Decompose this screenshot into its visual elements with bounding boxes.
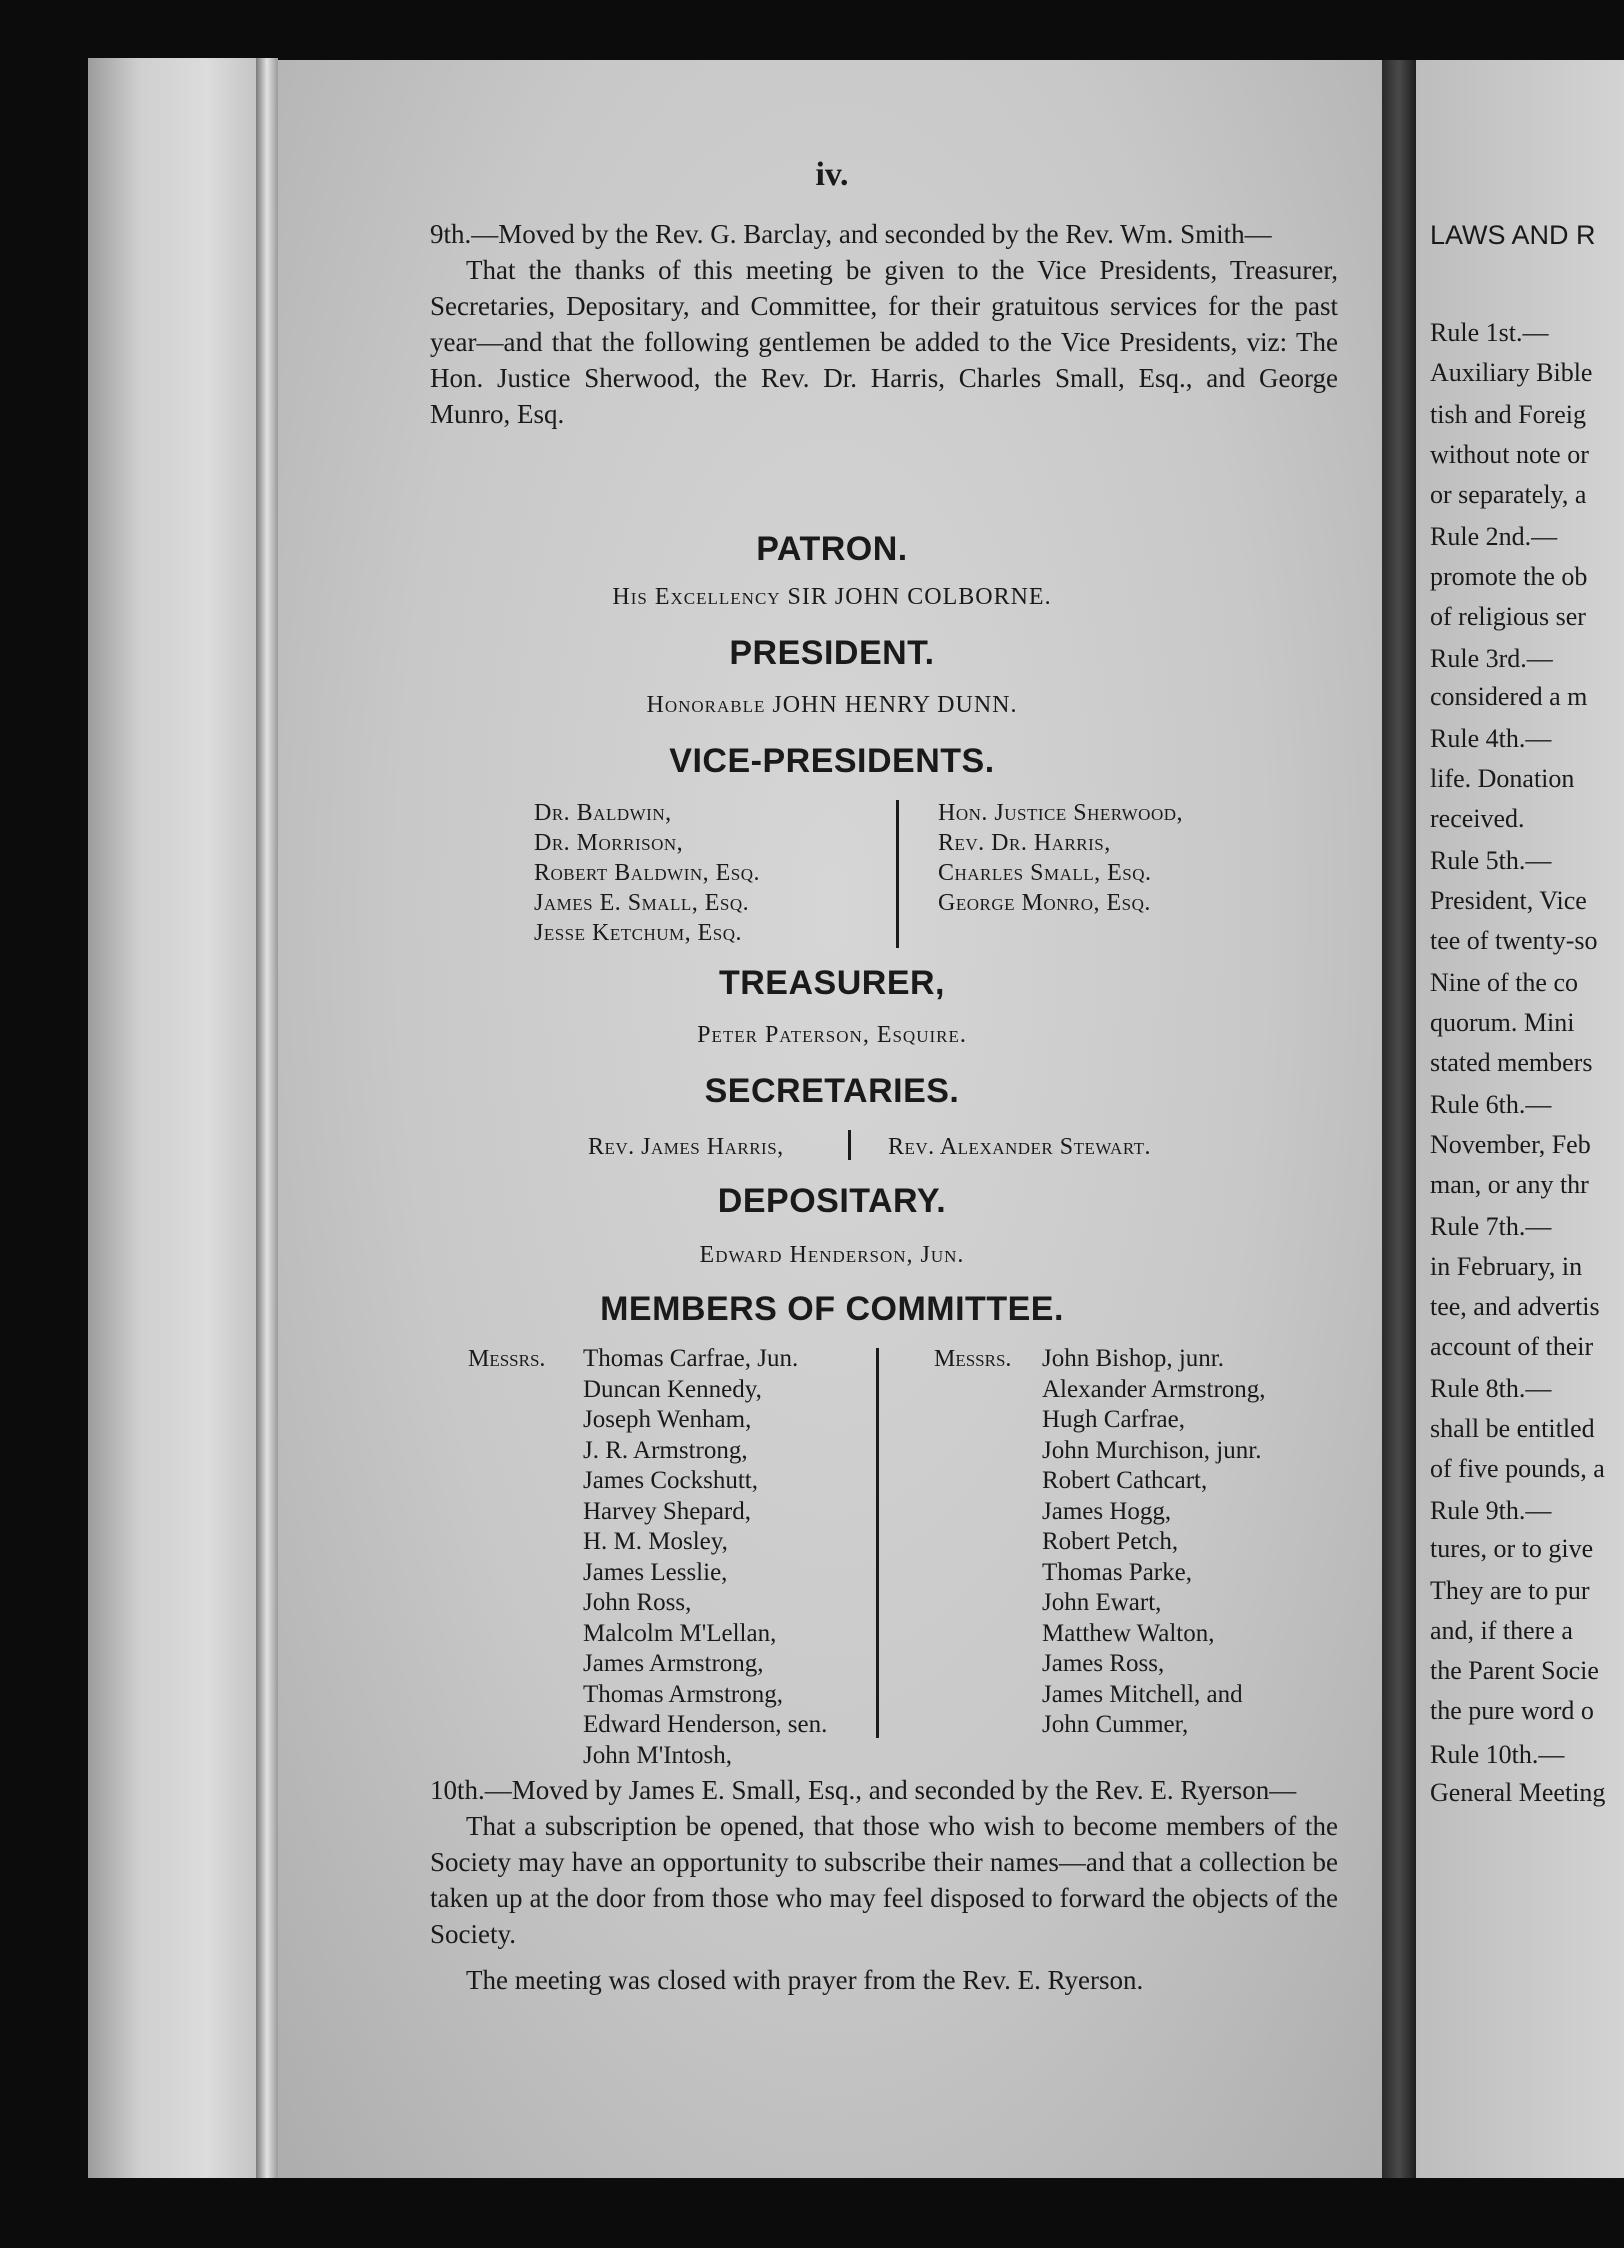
list-item: Hon. Justice Sherwood, — [938, 800, 1184, 826]
president-heading: PRESIDENT. — [729, 634, 935, 672]
list-item: Harvey Shepard, — [583, 1497, 751, 1525]
facing-page-line: tee, and advertis — [1430, 1292, 1600, 1321]
left-margin-strip — [88, 58, 258, 2178]
list-item: Thomas Carfrae, Jun. — [583, 1345, 799, 1372]
list-item: Robert Baldwin, Esq. — [534, 860, 761, 886]
list-item: James Cockshutt, — [583, 1467, 758, 1494]
page-edge-shadow — [1382, 60, 1416, 2178]
facing-page-line: in February, in — [1430, 1252, 1583, 1281]
committee-heading: MEMBERS OF COMMITTEE. — [600, 1290, 1064, 1328]
facing-page-line: Rule 10th.— — [1430, 1740, 1565, 1769]
list-item: John Ewart, — [1042, 1589, 1162, 1616]
list-item: J. R. Armstrong, — [583, 1436, 748, 1464]
facing-page-line: tures, or to give — [1430, 1534, 1594, 1563]
list-item: James Mitchell, and — [1042, 1680, 1243, 1708]
document-page — [278, 60, 1386, 2178]
facing-page-line: the pure word o — [1430, 1696, 1594, 1725]
committee-prefix-left: Messrs. — [468, 1346, 546, 1372]
list-item: Robert Cathcart, — [1042, 1467, 1208, 1494]
facing-page-line: Rule 2nd.— — [1430, 522, 1558, 551]
facing-page-title: LAWS AND R — [1430, 220, 1596, 250]
list-item: Thomas Armstrong, — [583, 1680, 783, 1708]
list-item: John Ross, — [583, 1589, 692, 1616]
list-item: James Hogg, — [1042, 1497, 1172, 1525]
facing-page-line: quorum. Mini — [1430, 1008, 1575, 1037]
list-item: John Bishop, junr. — [1042, 1345, 1224, 1372]
facing-page-line: Rule 3rd.— — [1430, 644, 1553, 673]
list-item: Dr. Baldwin, — [534, 800, 672, 826]
facing-page-line: account of their — [1430, 1332, 1594, 1361]
list-item: Rev. Dr. Harris, — [938, 830, 1111, 856]
vice-presidents-right — [938, 798, 1183, 918]
list-item: Robert Petch, — [1042, 1528, 1179, 1555]
list-item: Alexander Armstrong, — [1042, 1375, 1266, 1403]
facing-page-line: stated members — [1430, 1048, 1593, 1077]
facing-page-line: without note or — [1430, 440, 1589, 469]
facing-page-line: President, Vice — [1430, 886, 1587, 915]
facing-page-line: Rule 1st.— — [1430, 318, 1549, 347]
resolution-9-body: That the thanks of this meeting be given to the Vice Presidents, Treasurer, Secretaries, Depositary, and Committee, for their gratuitous services for the past year—and that the following gentlemen be added to the Vice Presidents, viz: The Hon. Justice Sherwood, the Rev. Dr. Harris, Charles Small, Esq., and George Munro, Esq. — [430, 255, 1338, 429]
facing-page-line: Rule 6th.— — [1430, 1090, 1552, 1119]
vice-presidents-left — [534, 798, 760, 948]
list-item: John Murchison, junr. — [1042, 1436, 1262, 1464]
list-item: James E. Small, Esq. — [534, 890, 750, 916]
page-number: iv. — [815, 156, 849, 193]
facing-page-line: life. Donation — [1430, 764, 1575, 793]
secretary-right: Rev. Alexander Stewart. — [888, 1134, 1152, 1160]
committee-right-list — [1042, 1344, 1266, 1741]
resolution-10 — [430, 1772, 1338, 1952]
facing-page-line: the Parent Socie — [1430, 1656, 1599, 1685]
facing-page-line: of religious ser — [1430, 602, 1586, 631]
facing-page-line: promote the ob — [1430, 562, 1588, 591]
list-item: Thomas Parke, — [1042, 1558, 1192, 1586]
list-item: Joseph Wenham, — [583, 1406, 752, 1433]
facing-page-line: and, if there a — [1430, 1616, 1573, 1645]
closing-paragraph — [430, 1962, 1338, 1998]
patron-heading: PATRON. — [756, 530, 908, 568]
patron-name: His Excellency SIR JOHN COLBORNE. — [612, 584, 1052, 610]
column-divider — [896, 800, 899, 948]
list-item: Edward Henderson, sen. — [583, 1711, 828, 1738]
resolution-10-body: That a subscription be opened, that those who wish to become members of the Society may have an opportunity to subscribe their names—and that a collection be taken up at the door from those who may feel disposed to forward the objects of the Society. — [430, 1811, 1338, 1949]
facing-page-line: November, Feb — [1430, 1130, 1591, 1159]
list-item: Matthew Walton, — [1042, 1619, 1215, 1647]
facing-page-line: or separately, a — [1430, 480, 1587, 509]
facing-page-line: They are to pur — [1430, 1576, 1590, 1605]
facing-page-line: shall be entitled — [1430, 1414, 1595, 1443]
facing-page-line: tish and Foreig — [1430, 400, 1586, 429]
facing-page-line: of five pounds, a — [1430, 1454, 1605, 1483]
list-item: Duncan Kennedy, — [583, 1375, 762, 1403]
facing-page-line: tee of twenty-so — [1430, 926, 1598, 955]
closing-text: The meeting was closed with prayer from the Rev. E. Ryerson. — [466, 1965, 1144, 1995]
list-item: James Lesslie, — [583, 1558, 728, 1586]
facing-page-line: man, or any thr — [1430, 1170, 1589, 1199]
resolution-10-mover: 10th.—Moved by James E. Small, Esq., and seconded by the Rev. E. Ryerson— — [430, 1775, 1297, 1805]
binding-gutter — [256, 58, 278, 2178]
list-item: John Cummer, — [1042, 1711, 1189, 1738]
facing-page-line: Rule 4th.— — [1430, 724, 1552, 753]
list-item: George Monro, Esq. — [938, 890, 1151, 916]
committee-left-list — [583, 1344, 827, 1771]
secretaries-heading: SECRETARIES. — [704, 1072, 960, 1110]
depositary-name: Edward Henderson, Jun. — [699, 1242, 965, 1268]
treasurer-heading: TREASURER, — [718, 964, 946, 1002]
list-item: James Ross, — [1042, 1650, 1165, 1677]
facing-page-line: Rule 8th.— — [1430, 1374, 1552, 1403]
list-item: Hugh Carfrae, — [1042, 1406, 1185, 1433]
list-item: Malcolm M'Lellan, — [583, 1619, 777, 1647]
secretaries-divider — [848, 1130, 851, 1160]
facing-page-line: Auxiliary Bible — [1430, 358, 1593, 387]
facing-page — [1416, 60, 1624, 2178]
list-item: Dr. Morrison, — [534, 830, 684, 856]
facing-page-line: Nine of the co — [1430, 968, 1579, 997]
list-item: Charles Small, Esq. — [938, 860, 1152, 886]
vice-presidents-heading: VICE-PRESIDENTS. — [669, 742, 995, 780]
resolution-9 — [430, 216, 1338, 432]
facing-page-line: Rule 9th.— — [1430, 1496, 1552, 1525]
list-item: H. M. Mosley, — [583, 1528, 728, 1555]
treasurer-name: Peter Paterson, Esquire. — [697, 1022, 967, 1048]
depositary-heading: DEPOSITARY. — [717, 1182, 947, 1220]
resolution-9-mover: 9th.—Moved by the Rev. G. Barclay, and seconded by the Rev. Wm. Smith— — [430, 219, 1272, 249]
facing-page-line: received. — [1430, 804, 1525, 833]
secretary-left: Rev. James Harris, — [588, 1134, 784, 1160]
president-name: Honorable JOHN HENRY DUNN. — [646, 692, 1018, 718]
list-item: John M'Intosh, — [583, 1741, 732, 1769]
committee-prefix-right: Messrs. — [934, 1346, 1012, 1372]
list-item: James Armstrong, — [583, 1650, 764, 1677]
facing-page-line: Rule 5th.— — [1430, 846, 1552, 875]
facing-page-line: Rule 7th.— — [1430, 1212, 1552, 1241]
committee-divider — [876, 1348, 879, 1738]
list-item: Jesse Ketchum, Esq. — [534, 920, 743, 946]
facing-page-line: considered a m — [1430, 682, 1588, 711]
facing-page-line: General Meeting — [1430, 1778, 1606, 1807]
